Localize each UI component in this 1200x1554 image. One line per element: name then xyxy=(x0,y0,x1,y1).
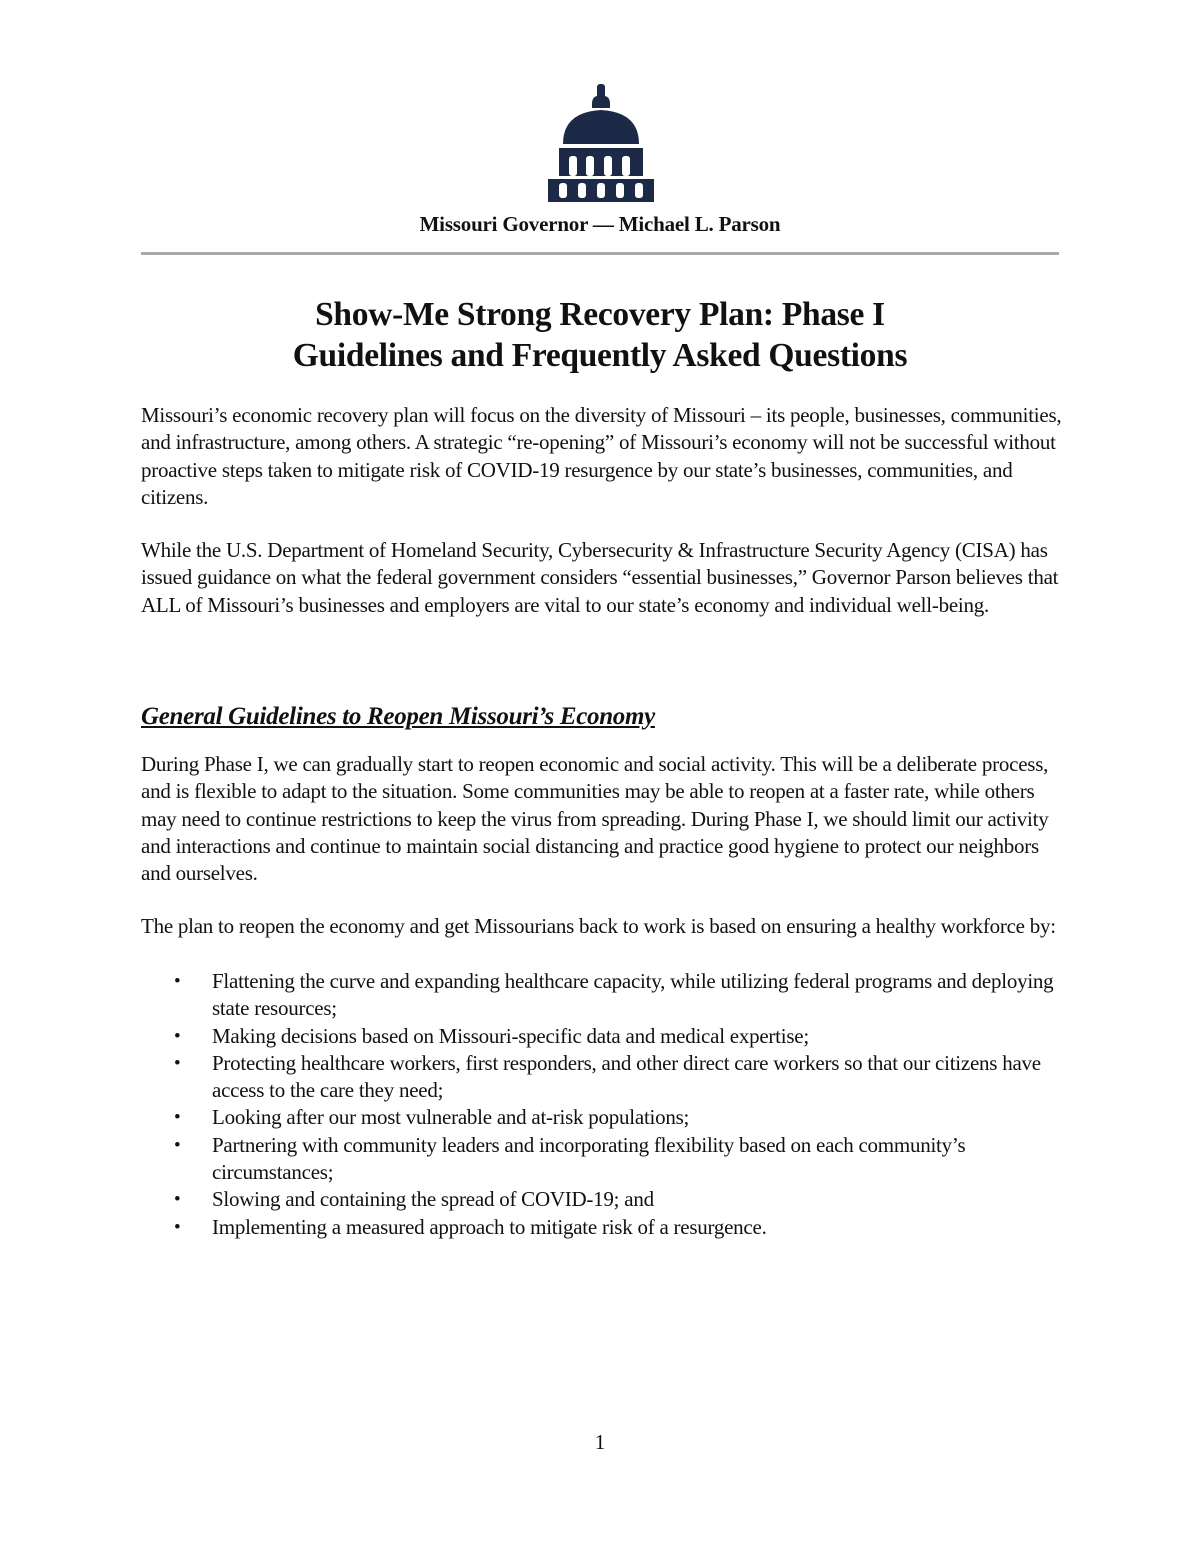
bullet-icon: • xyxy=(174,1052,181,1074)
header-divider xyxy=(141,252,1059,255)
bullet-text: Implementing a measured approach to mitigate risk of a resurgence. xyxy=(212,1214,767,1239)
section-heading: General Guidelines to Reopen Missouri’s Economy xyxy=(141,703,655,730)
intro-paragraph-2: While the U.S. Department of Homeland Security, Cybersecurity & Infrastructure Security Agency (CISA) has issued guidance on what the federal government considers “essential businesses,” Governor Parson believes that ALL of Missouri’s businesses and employers are vital to our state’s economy and individual well-being. xyxy=(141,538,1059,617)
bullet-text: Flattening the curve and expanding healthcare capacity, while utilizing federal programs and deploying state resources; xyxy=(212,969,1054,1021)
bullet-item xyxy=(141,1214,1066,1241)
bullet-item xyxy=(141,1186,1066,1213)
guidelines-bullet-list xyxy=(141,968,1066,1241)
bullet-icon: • xyxy=(174,1134,181,1156)
bullet-text: Slowing and containing the spread of COVID-19; and xyxy=(212,1187,654,1212)
intro-paragraph-1: Missouri’s economic recovery plan will focus on the diversity of Missouri – its people, businesses, communities, and infrastructure, among others. A strategic “re-opening” of Missouri’s economy will not be successful without proactive steps taken to mitigate risk of COVID-19 resurgence by our state’s businesses, communities, and citizens. xyxy=(141,403,1062,509)
capitol-dome-icon xyxy=(545,82,657,202)
bullet-icon: • xyxy=(174,1216,181,1238)
bullet-item xyxy=(141,1023,1066,1050)
bullet-item xyxy=(141,968,1066,1023)
bullet-icon: • xyxy=(174,1025,181,1047)
title-line-1: Show-Me Strong Recovery Plan: Phase I xyxy=(315,296,885,333)
governor-byline: Missouri Governor — Michael L. Parson xyxy=(419,212,781,236)
section-paragraph-1: During Phase I, we can gradually start to reopen economic and social activity. This will be a deliberate process, and is flexible to adapt to the situation. Some communities may be able to reopen at a faster rate, while others may need to continue restrictions to keep the virus from spreading. During Phase I, we should limit our activity and interactions and continue to maintain social distancing and practice good hygiene to protect our neighbors and ourselves. xyxy=(141,752,1049,886)
page-number: 1 xyxy=(594,1430,606,1454)
bullet-text: Making decisions based on Missouri-specific data and medical expertise; xyxy=(212,1023,809,1048)
document-title xyxy=(0,294,1200,376)
bullet-item xyxy=(141,1050,1066,1105)
bullet-text: Partnering with community leaders and incorporating flexibility based on each community’s circumstances; xyxy=(212,1132,966,1185)
bullet-text: Looking after our most vulnerable and at-risk populations; xyxy=(212,1105,690,1130)
title-line-2: Guidelines and Frequently Asked Questions xyxy=(292,337,908,374)
bullet-icon: • xyxy=(174,1107,181,1129)
section-paragraph-2: The plan to reopen the economy and get Missourians back to work is based on ensuring a healthy workforce by: xyxy=(141,914,1056,938)
bullet-text: Protecting healthcare workers, first responders, and other direct care workers so that our citizens have access to the care they need; xyxy=(212,1050,1041,1103)
bullet-item xyxy=(141,1104,1066,1131)
bullet-icon: • xyxy=(174,971,181,992)
bullet-item xyxy=(141,1132,1066,1187)
bullet-icon: • xyxy=(174,1189,181,1211)
